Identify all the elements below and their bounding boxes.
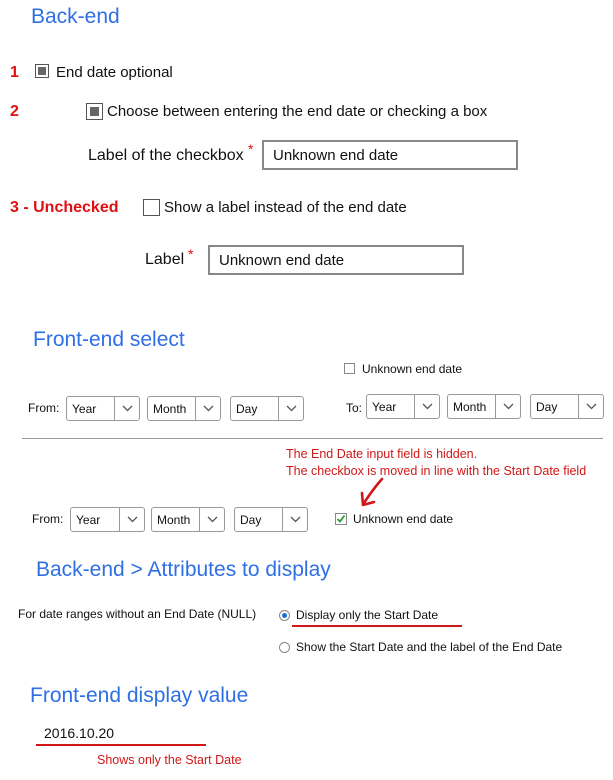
- null-end-date-question: For date ranges without an End Date (NULL): [18, 607, 257, 621]
- item-2-number: 2: [10, 103, 19, 120]
- from-label: From:: [28, 401, 60, 415]
- label-field-label: Label: [145, 251, 185, 268]
- backend-title: Back-end: [31, 5, 120, 28]
- chevron-down-icon: [495, 395, 520, 418]
- display-value: 2016.10.20: [44, 725, 115, 741]
- from-label: From:: [32, 512, 64, 526]
- chevron-down-icon: [114, 397, 139, 420]
- select-value: Day: [236, 401, 258, 416]
- radio-icon[interactable]: [279, 610, 290, 621]
- chevron-down-icon: [414, 395, 439, 418]
- unknown-end-date-checked-label: Unknown end date: [353, 512, 454, 526]
- item-3-number: 3 - Unchecked: [10, 199, 119, 216]
- select-value: Year: [72, 401, 97, 416]
- divider: [22, 438, 603, 439]
- choose-end-date-checkbox[interactable]: [86, 103, 103, 120]
- to-month-select[interactable]: [447, 394, 521, 419]
- chevron-down-icon: [578, 395, 603, 418]
- note-line-1: The End Date input field is hidden.: [286, 447, 478, 461]
- checkbox-label-input[interactable]: Unknown end date: [262, 140, 518, 170]
- chevron-down-icon: [119, 508, 144, 531]
- chevron-down-icon: [195, 397, 220, 420]
- end-date-optional-checkbox[interactable]: [35, 64, 49, 78]
- show-label-checkbox[interactable]: [143, 199, 160, 216]
- chevron-down-icon: [199, 508, 224, 531]
- label-input[interactable]: Unknown end date: [208, 245, 464, 275]
- unknown-end-date-checked-checkbox[interactable]: [335, 513, 347, 525]
- checkbox-label-field-label: Label of the checkbox: [88, 147, 244, 164]
- unknown-end-date-checkbox[interactable]: [344, 363, 355, 374]
- required-mark: *: [248, 141, 254, 157]
- item-1-number: 1: [10, 64, 19, 81]
- option-start-date-only: Display only the Start Date: [296, 608, 439, 622]
- highlight-underline: [292, 625, 462, 627]
- option-start-and-label: Show the Start Date and the label of the End Date: [296, 640, 563, 654]
- arrow-icon: [358, 476, 386, 508]
- from-day-select[interactable]: [234, 507, 308, 532]
- from-month-select[interactable]: [151, 507, 225, 532]
- from-day-select[interactable]: [230, 396, 304, 421]
- frontend-select-title: Front-end select: [33, 328, 185, 351]
- from-year-select[interactable]: [66, 396, 140, 421]
- required-mark: *: [188, 246, 194, 262]
- display-value-note: Shows only the Start Date: [97, 753, 242, 767]
- select-value: Month: [153, 401, 187, 416]
- select-value: Day: [536, 399, 558, 414]
- attributes-title: Back-end > Attributes to display: [36, 558, 331, 581]
- end-date-optional-label: End date optional: [56, 64, 173, 81]
- chevron-down-icon: [282, 508, 307, 531]
- select-value: Year: [372, 399, 397, 414]
- to-label: To:: [346, 401, 363, 415]
- unknown-end-date-label: Unknown end date: [362, 362, 463, 376]
- select-value: Day: [240, 512, 262, 527]
- select-value: Year: [76, 512, 101, 527]
- to-day-select[interactable]: [530, 394, 604, 419]
- to-year-select[interactable]: [366, 394, 440, 419]
- select-value: Month: [453, 399, 487, 414]
- display-value-title: Front-end display value: [30, 684, 249, 707]
- choose-end-date-label: Choose between entering the end date or checking a box: [107, 103, 488, 120]
- radio-icon[interactable]: [279, 642, 290, 653]
- note-line-2: The checkbox is moved in line with the Start Date field: [286, 464, 587, 478]
- chevron-down-icon: [278, 397, 303, 420]
- show-label-label: Show a label instead of the end date: [164, 199, 407, 216]
- select-value: Month: [157, 512, 191, 527]
- highlight-underline: [36, 744, 206, 746]
- from-year-select[interactable]: [70, 507, 145, 532]
- from-month-select[interactable]: [147, 396, 221, 421]
